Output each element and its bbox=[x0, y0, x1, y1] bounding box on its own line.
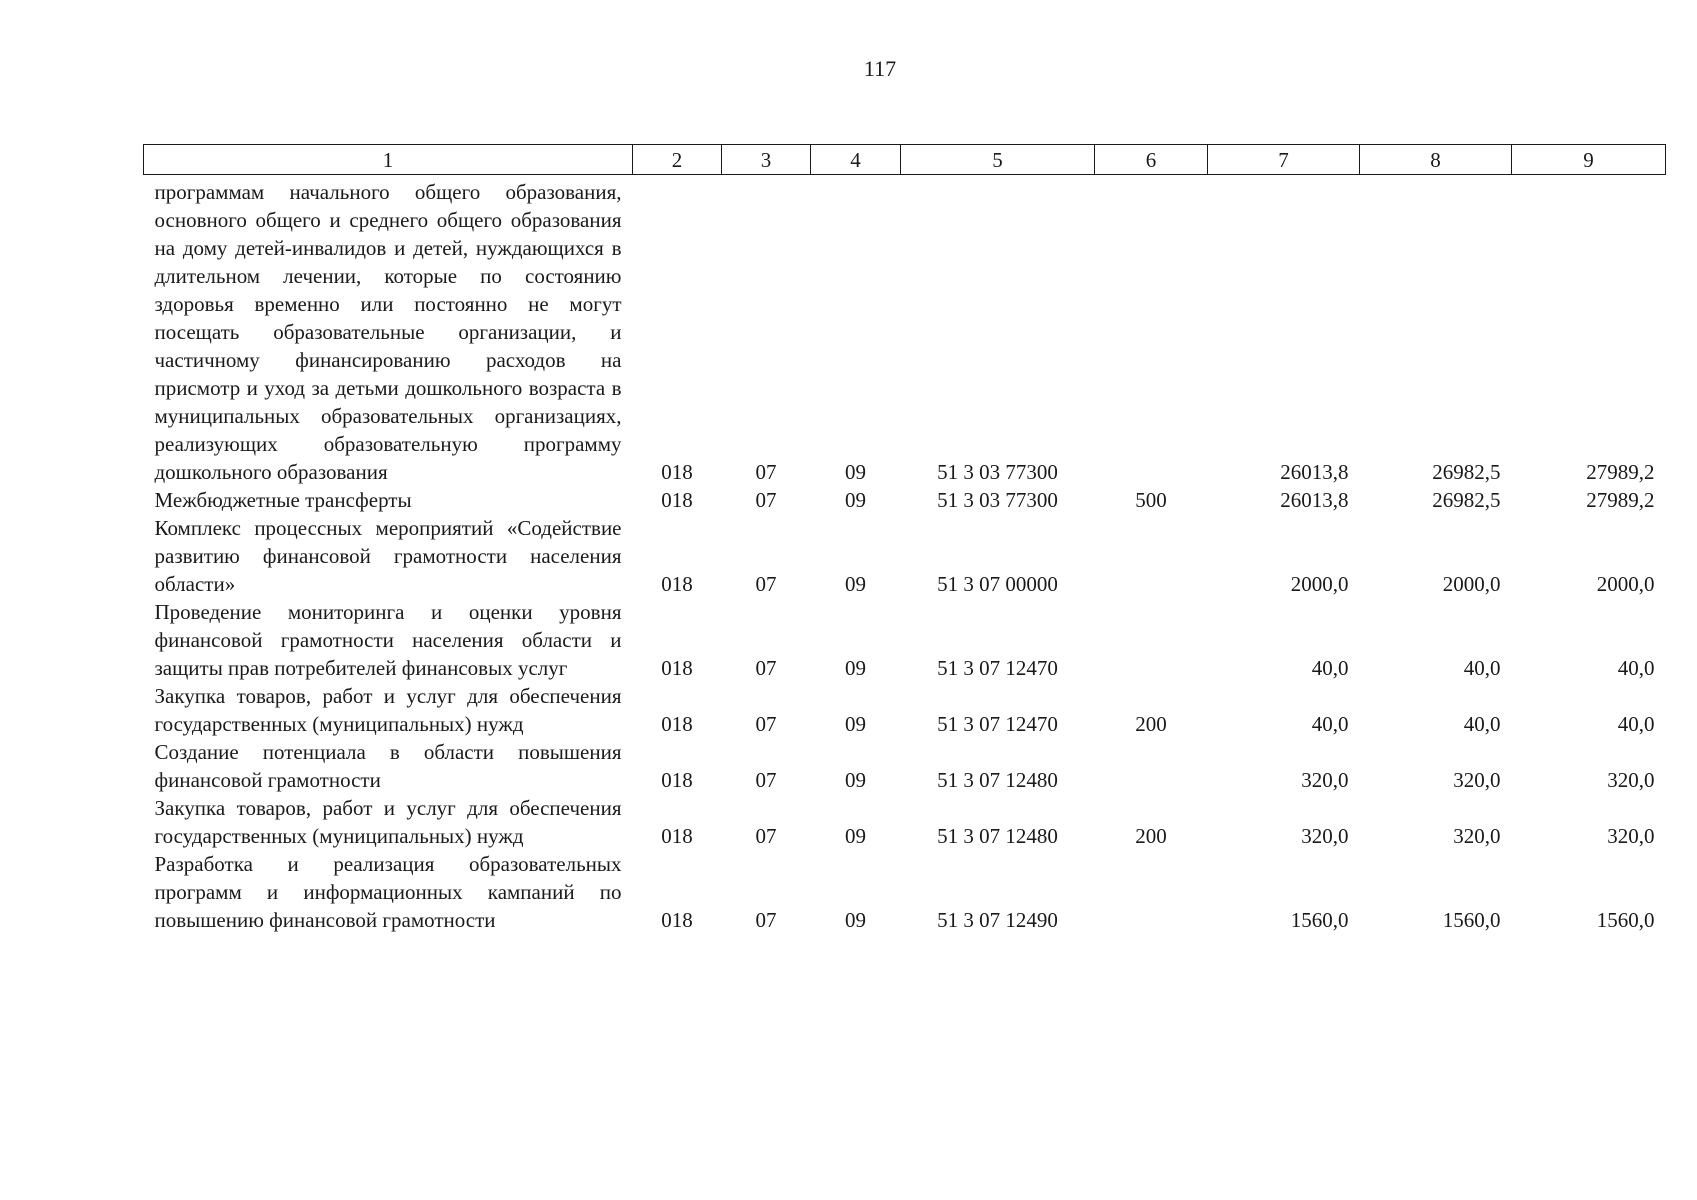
expense-type-code: 200 bbox=[1135, 824, 1167, 848]
column-header: 9 bbox=[1512, 145, 1666, 175]
column-header: 6 bbox=[1095, 145, 1208, 175]
section-code: 07 bbox=[755, 712, 777, 736]
table-row bbox=[144, 486, 1666, 514]
target-article-code: 51 3 07 12490 bbox=[937, 908, 1058, 932]
expense-type-code bbox=[1095, 598, 1208, 682]
ministry-code: 018 bbox=[661, 824, 693, 848]
expense-type-code bbox=[1095, 514, 1208, 598]
amount-year-2: 320,0 bbox=[1453, 768, 1501, 792]
column-header: 3 bbox=[722, 145, 811, 175]
ministry-code: 018 bbox=[661, 712, 693, 736]
table-row bbox=[144, 514, 1666, 598]
subsection-code: 09 bbox=[845, 460, 866, 484]
item-name: Создание потенциала в области повышения финансовой грамотности bbox=[154, 740, 622, 792]
table-row bbox=[144, 738, 1666, 794]
table-row bbox=[144, 682, 1666, 738]
section-code: 07 bbox=[755, 488, 777, 512]
amount-year-3: 40,0 bbox=[1617, 712, 1655, 736]
column-header: 2 bbox=[633, 145, 722, 175]
target-article-code: 51 3 07 12470 bbox=[937, 712, 1058, 736]
amount-year-1: 320,0 bbox=[1301, 768, 1349, 792]
amount-year-2: 320,0 bbox=[1453, 824, 1501, 848]
table-row bbox=[144, 850, 1666, 934]
amount-year-1: 2000,0 bbox=[1290, 572, 1349, 596]
ministry-code: 018 bbox=[661, 460, 693, 484]
section-code: 07 bbox=[755, 460, 777, 484]
amount-year-2: 1560,0 bbox=[1442, 908, 1501, 932]
ministry-code: 018 bbox=[661, 572, 693, 596]
target-article-code: 51 3 03 77300 bbox=[937, 488, 1058, 512]
section-code: 07 bbox=[755, 768, 777, 792]
section-code: 07 bbox=[755, 824, 777, 848]
expense-type-code bbox=[1095, 738, 1208, 794]
item-name: Комплекс процессных мероприятий «Содействие развитию финансовой грамотности населения области» bbox=[154, 516, 622, 596]
expense-type-code: 500 bbox=[1135, 488, 1167, 512]
item-name: Закупка товаров, работ и услуг для обеспечения государственных (муниципальных) нужд bbox=[154, 796, 622, 848]
amount-year-2: 26982,5 bbox=[1432, 488, 1501, 512]
column-header: 7 bbox=[1208, 145, 1360, 175]
amount-year-1: 40,0 bbox=[1311, 656, 1349, 680]
column-header: 1 bbox=[144, 145, 633, 175]
expense-type-code bbox=[1095, 850, 1208, 934]
amount-year-1: 40,0 bbox=[1311, 712, 1349, 736]
table-row bbox=[144, 598, 1666, 682]
subsection-code: 09 bbox=[845, 656, 866, 680]
subsection-code: 09 bbox=[845, 908, 866, 932]
column-number-header-row bbox=[144, 145, 1666, 175]
subsection-code: 09 bbox=[845, 824, 866, 848]
ministry-code: 018 bbox=[661, 768, 693, 792]
subsection-code: 09 bbox=[845, 572, 866, 596]
amount-year-1: 26013,8 bbox=[1280, 488, 1349, 512]
item-name: Межбюджетные трансферты bbox=[154, 488, 412, 512]
ministry-code: 018 bbox=[661, 488, 693, 512]
item-name: Закупка товаров, работ и услуг для обеспечения государственных (муниципальных) нужд bbox=[154, 684, 622, 736]
ministry-code: 018 bbox=[661, 908, 693, 932]
section-code: 07 bbox=[755, 656, 777, 680]
subsection-code: 09 bbox=[845, 488, 866, 512]
column-header: 4 bbox=[811, 145, 901, 175]
table-row bbox=[144, 794, 1666, 850]
amount-year-2: 40,0 bbox=[1463, 712, 1501, 736]
target-article-code: 51 3 07 12480 bbox=[937, 824, 1058, 848]
section-code: 07 bbox=[755, 908, 777, 932]
item-name: Разработка и реализация образовательных программ и информационных кампаний по повышению финансовой грамотности bbox=[154, 852, 622, 932]
target-article-code: 51 3 07 00000 bbox=[937, 572, 1058, 596]
amount-year-3: 2000,0 bbox=[1596, 572, 1655, 596]
amount-year-2: 40,0 bbox=[1463, 656, 1501, 680]
expense-type-code: 200 bbox=[1135, 712, 1167, 736]
expense-type-code bbox=[1095, 175, 1208, 487]
amount-year-3: 27989,2 bbox=[1586, 488, 1655, 512]
amount-year-3: 320,0 bbox=[1607, 824, 1655, 848]
amount-year-1: 320,0 bbox=[1301, 824, 1349, 848]
budget-table bbox=[143, 144, 1666, 934]
amount-year-3: 1560,0 bbox=[1596, 908, 1655, 932]
target-article-code: 51 3 03 77300 bbox=[937, 460, 1058, 484]
amount-year-2: 26982,5 bbox=[1432, 460, 1501, 484]
page-number: 117 bbox=[863, 56, 897, 81]
column-header: 8 bbox=[1360, 145, 1512, 175]
amount-year-3: 40,0 bbox=[1617, 656, 1655, 680]
item-name: программам начального общего образования, основного общего и среднего общего образования на дому детей-инвалидов и детей, нуждающихся в длительном лечении, которые по состоянию здоровья временно или постоянно не могут посещать образовательные организации, и частичному финансированию расходов на присмотр и уход за детьми дошкольного возраста в муниципальных образовательных организациях, реализующих образовательную программу дошкольного образования bbox=[154, 180, 622, 484]
target-article-code: 51 3 07 12480 bbox=[937, 768, 1058, 792]
target-article-code: 51 3 07 12470 bbox=[937, 656, 1058, 680]
subsection-code: 09 bbox=[845, 712, 866, 736]
column-header: 5 bbox=[901, 145, 1095, 175]
ministry-code: 018 bbox=[661, 656, 693, 680]
item-name: Проведение мониторинга и оценки уровня финансовой грамотности населения области и защиты прав потребителей финансовых услуг bbox=[154, 600, 622, 680]
table-row bbox=[144, 175, 1666, 487]
amount-year-2: 2000,0 bbox=[1442, 572, 1501, 596]
amount-year-1: 26013,8 bbox=[1280, 460, 1349, 484]
subsection-code: 09 bbox=[845, 768, 866, 792]
amount-year-1: 1560,0 bbox=[1290, 908, 1349, 932]
amount-year-3: 27989,2 bbox=[1586, 460, 1655, 484]
amount-year-3: 320,0 bbox=[1607, 768, 1655, 792]
section-code: 07 bbox=[755, 572, 777, 596]
